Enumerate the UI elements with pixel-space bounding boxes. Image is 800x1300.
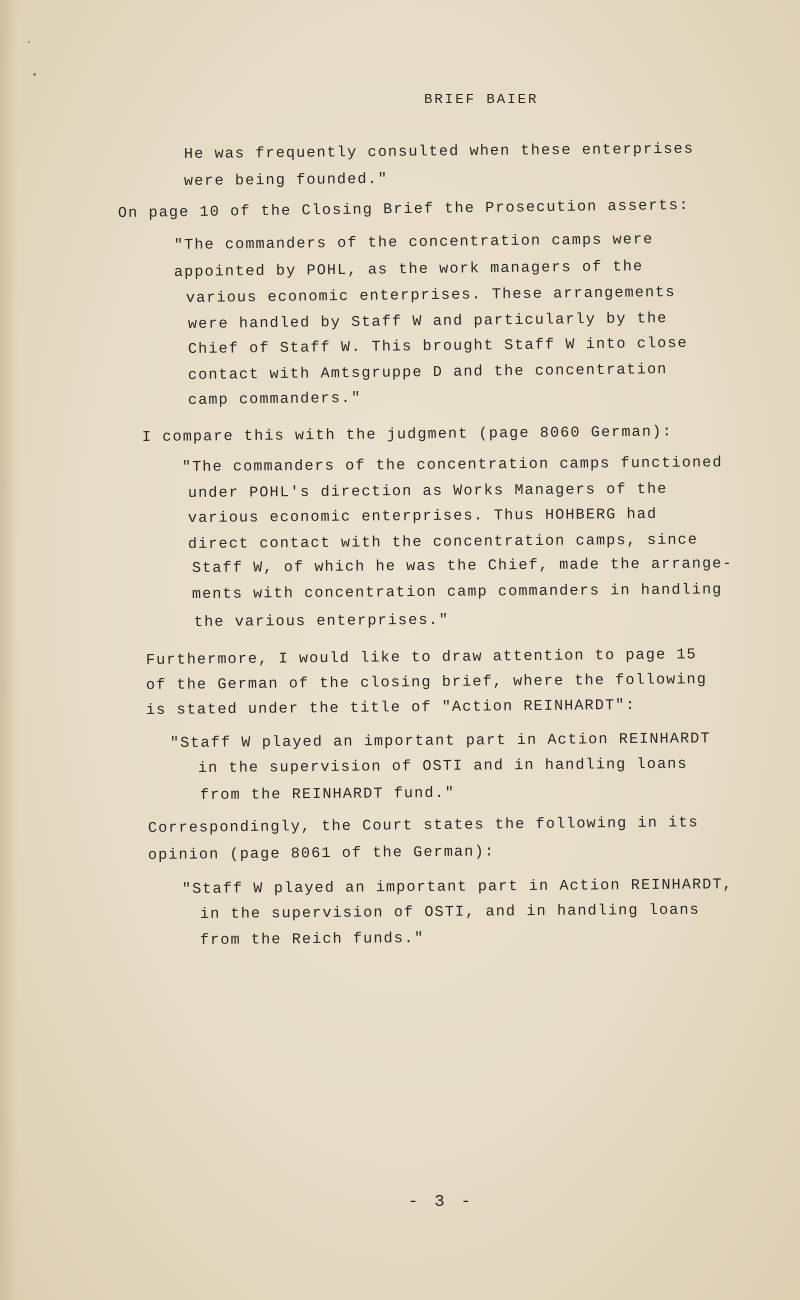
text-line: appointed by POHL, as the work managers of the bbox=[173, 258, 644, 281]
page-number: - 3 - bbox=[408, 1193, 475, 1212]
text-line: On page 10 of the Closing Brief the Prosecution asserts: bbox=[117, 197, 690, 222]
paper-speck bbox=[33, 73, 36, 76]
paper-edge-shadow bbox=[0, 0, 18, 1300]
text-line: I compare this with the judgment (page 8060 German): bbox=[141, 423, 673, 446]
paper-speck bbox=[28, 41, 30, 43]
text-line: were being founded." bbox=[183, 170, 389, 190]
text-line: "The commanders of the concentration camps functioned bbox=[181, 454, 723, 476]
text-line: of the German of the closing brief, where the following bbox=[145, 671, 708, 694]
text-line: under POHL's direction as Works Managers of the bbox=[187, 480, 668, 502]
text-line: in the supervision of OSTI, and in handling loans bbox=[199, 901, 700, 923]
text-line: contact with Amtsgruppe D and the concentration bbox=[187, 361, 668, 384]
text-line: Chief of Staff W. This brought Staff W into close bbox=[187, 334, 688, 358]
text-line: "Staff W played an important part in Action REINHARDT, bbox=[181, 876, 733, 898]
text-line: various economic enterprises. Thus HOHBERG had bbox=[187, 505, 658, 527]
text-line: camp commanders." bbox=[187, 389, 362, 409]
text-line: is stated under the title of "Action REINHARDT": bbox=[145, 696, 636, 719]
text-line: from the REINHARDT fund." bbox=[199, 784, 456, 804]
text-line: Staff W, of which he was the Chief, made the arrange- bbox=[191, 555, 733, 577]
text-line: various economic enterprises. These arrangements bbox=[185, 284, 676, 307]
text-line: were handled by Staff W and particularly by the bbox=[187, 310, 668, 333]
text-line: ments with concentration camp commanders in handling bbox=[191, 581, 723, 603]
text-line: from the Reich funds." bbox=[199, 930, 425, 949]
text-line: in the supervision of OSTI and in handling loans bbox=[197, 755, 688, 777]
text-line: He was frequently consulted when these enterprises bbox=[183, 140, 695, 163]
text-line: "Staff W played an important part in Action REINHARDT bbox=[169, 730, 711, 752]
text-line: opinion (page 8061 of the German): bbox=[147, 843, 495, 864]
text-line: direct contact with the concentration camps, since bbox=[187, 531, 699, 553]
text-line: "The commanders of the concentration camps were bbox=[173, 231, 654, 254]
text-line: Furthermore, I would like to draw attention to page 15 bbox=[145, 646, 697, 669]
document-header: BRIEF BAIER bbox=[424, 92, 539, 108]
text-line: Correspondingly, the Court states the following in its bbox=[147, 814, 699, 837]
text-line: the various enterprises." bbox=[193, 611, 450, 631]
